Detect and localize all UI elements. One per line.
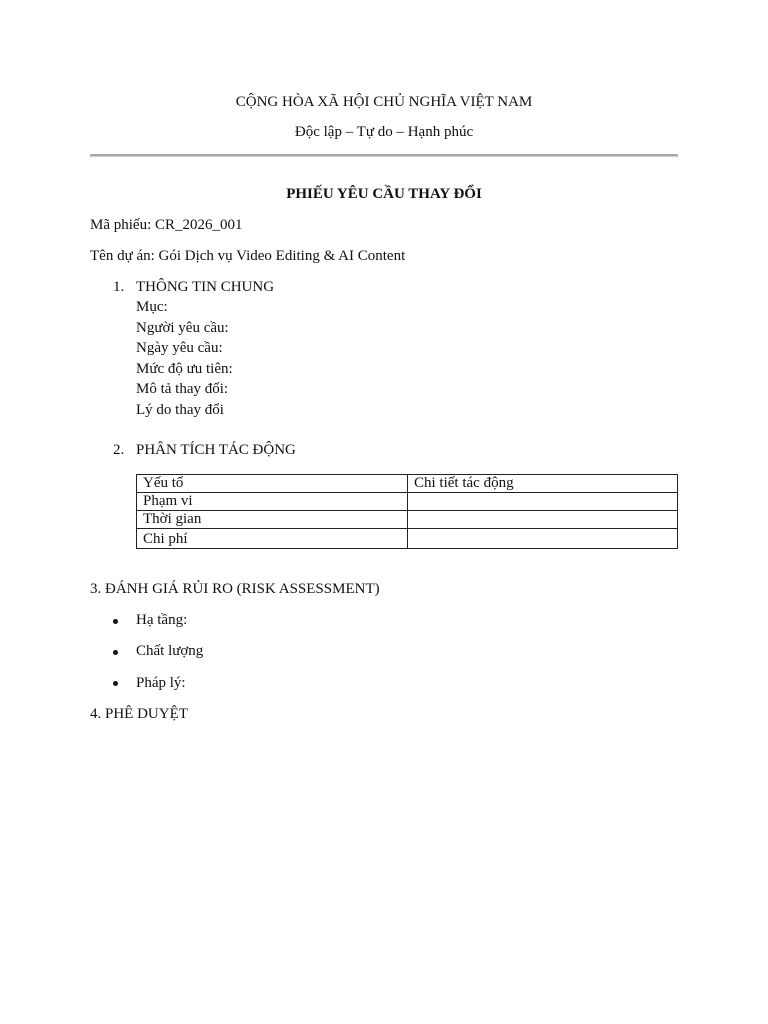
table-row <box>137 511 678 529</box>
risk-legal: Pháp lý: <box>136 675 186 691</box>
bullet-icon <box>113 619 118 624</box>
section-3-heading: 3. ĐÁNH GIÁ RỦI RO (RISK ASSESSMENT) <box>90 581 380 597</box>
bullet-icon <box>113 650 118 655</box>
bullet-icon <box>113 681 118 686</box>
table-header-detail: Chi tiết tác động <box>408 475 678 493</box>
table-cell-time-detail <box>408 511 678 529</box>
field-request-date: Ngày yêu cầu: <box>136 340 223 356</box>
field-muc: Mục: <box>136 299 168 315</box>
table-cell-time: Thời gian <box>137 511 408 529</box>
form-code: Mã phiếu: CR_2026_001 <box>90 217 243 233</box>
impact-table <box>136 474 678 549</box>
table-cell-scope-detail <box>408 493 678 511</box>
table-header-factor: Yếu tố <box>137 475 408 493</box>
field-change-description: Mô tả thay đổi: <box>136 381 229 397</box>
section-1-heading: THÔNG TIN CHUNG <box>136 279 275 295</box>
table-row <box>137 529 678 549</box>
field-requester: Người yêu cầu: <box>136 320 229 336</box>
form-title: PHIẾU YÊU CẦU THAY ĐỔI <box>286 186 482 202</box>
motto: Độc lập – Tự do – Hạnh phúc <box>294 124 474 140</box>
section-1-number: 1. <box>113 279 125 295</box>
project-name: Tên dự án: Gói Dịch vụ Video Editing & AI Content <box>90 248 406 264</box>
table-cell-cost: Chi phí <box>137 529 408 549</box>
table-header-row <box>137 475 678 493</box>
field-priority: Mức độ ưu tiên: <box>136 361 233 377</box>
risk-quality: Chất lượng <box>136 643 204 659</box>
national-title: CỘNG HÒA XÃ HỘI CHỦ NGHĨA VIỆT NAM <box>235 94 533 110</box>
table-cell-scope: Phạm vi <box>137 493 408 511</box>
table-row <box>137 493 678 511</box>
section-2-heading: PHÂN TÍCH TÁC ĐỘNG <box>136 442 296 458</box>
section-4-heading: 4. PHÊ DUYỆT <box>90 706 188 722</box>
header-divider <box>90 154 678 157</box>
section-2-number: 2. <box>113 442 125 458</box>
risk-infrastructure: Hạ tầng: <box>136 612 188 628</box>
table-cell-cost-detail <box>408 529 678 549</box>
field-change-reason: Lý do thay đổi <box>136 402 224 418</box>
